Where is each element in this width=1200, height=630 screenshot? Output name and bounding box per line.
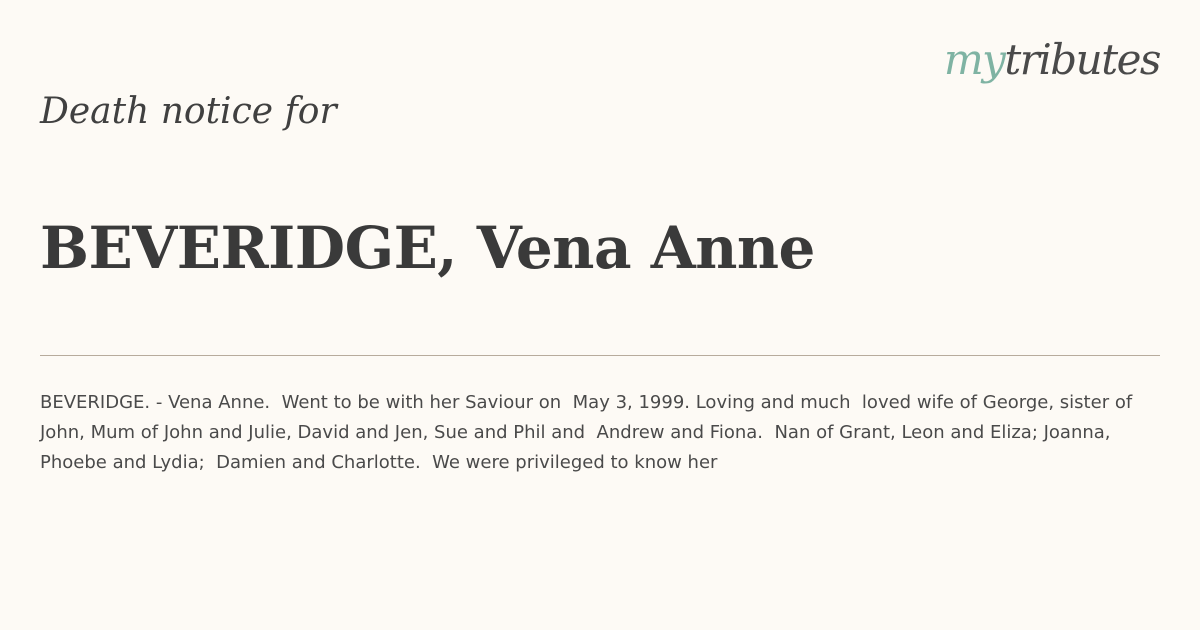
deceased-name-heading: BEVERIDGE, Vena Anne xyxy=(40,214,815,282)
mytributes-logo[interactable] xyxy=(944,32,1160,88)
logo-tributes-text: tributes xyxy=(1004,35,1160,84)
section-divider xyxy=(40,355,1160,356)
death-notice-kicker: Death notice for xyxy=(40,91,337,132)
notice-body-text: BEVERIDGE. - Vena Anne. Went to be with her Saviour on May 3, 1999. Loving and much loved wife of George, sister of John, Mum of John and Julie, David and Jen, Sue and Phil and Andrew and Fiona. Nan of Grant, Leon and Eliza; Joanna, Phoebe and Lydia; Damien and Charlotte. We were privileged to know her xyxy=(40,392,1144,473)
logo-my-text: my xyxy=(943,35,1005,84)
